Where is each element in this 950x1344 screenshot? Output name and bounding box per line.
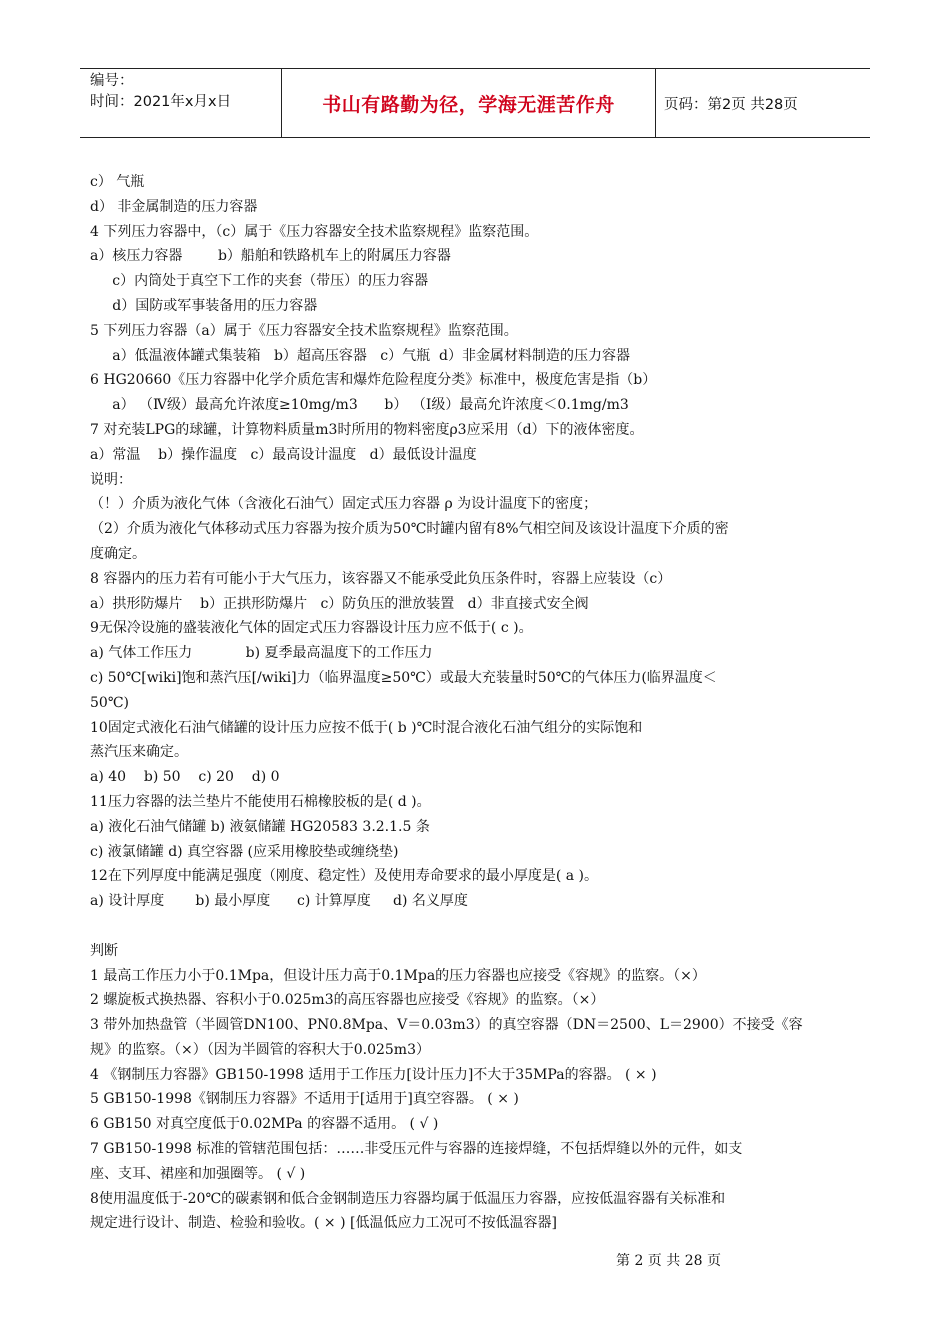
text-line: 5 GB150-1998《钢制压力容器》不适用于[适用于]真空容器。 ( × ) [90,1091,519,1108]
text-line: 4 《钢制压力容器》GB150-1998 适用于工作压力[设计压力]不大于35MPa的容器。 ( × ) [90,1066,657,1083]
document-number: 编号： [90,73,134,89]
header-meta [80,69,282,137]
text-line: c） 气瓶 [90,174,145,190]
text-line: 规定进行设计、制造、检验和验收。( × ) [低温低应力工况可不按低温容器] [90,1215,557,1232]
text-line: c) 50℃[wiki]饱和蒸汽压[/wiki]力（临界温度≥50℃）或最大充装量时50℃的气体压力(临界温度＜ [90,669,717,686]
text-line: 10固定式液化石油气储罐的设计压力应按不低于( b )℃时混合液化石油气组分的实际饱和 [90,719,643,736]
text-line: 9无保冷设施的盛装液化气体的固定式压力容器设计压力应不低于( c )。 [90,620,533,637]
text-line: 1 最高工作压力小于0.1Mpa，但设计压力高于0.1Mpa的压力容器也应接受《容规》的监察。（×） [90,967,706,984]
text-line: a）核压力容器 b）船舶和铁路机车上的附属压力容器 [90,248,451,265]
text-line: 规》的监察。（×）（因为半圆管的容积大于0.025m3） [90,1041,430,1058]
text-line: 12在下列厚度中能满足强度（刚度、稳定性）及使用寿命要求的最小厚度是( a )。 [90,868,598,885]
text-line: 8使用温度低于-20℃的碳素钢和低合金钢制造压力容器均属于低温压力容器，应按低温容器有关标准和 [90,1190,726,1207]
text-line: d）国防或军事装备用的压力容器 [90,297,318,314]
text-line [90,914,870,939]
text-line: 度确定。 [90,545,146,562]
text-line: 座、支耳、裙座和加强圈等。 ( √ ) [90,1165,306,1182]
text-line: a）常温 b）操作温度 c）最高设计温度 d）最低设计温度 [90,446,477,463]
page-footer: 第 2 页 共 28 页 [616,1253,721,1269]
text-line: 2 螺旋板式换热器、容积小于0.025m3的高压容器也应接受《容规》的监察。（×） [90,992,605,1009]
text-line: a) 液化石油气储罐 b) 液氨储罐 HG20583 3.2.1.5 条 [90,818,430,835]
text-line: a）低温液体罐式集装箱 b）超高压容器 c）气瓶 d）非金属材料制造的压力容器 [90,347,630,364]
text-line: 7 GB150-1998 标准的管辖范围包括：……非受压元件与容器的连接焊缝，不包括焊缝以外的元件，如支 [90,1141,743,1158]
text-line: c）内筒处于真空下工作的夹套（带压）的压力容器 [90,273,429,290]
text-line: a) 气体工作压力 b) 夏季最高温度下的工作压力 [90,645,433,662]
text-line: 3 带外加热盘管（半圆管DN100、PN0.8Mpa、V＝0.03m3）的真空容器（DN＝2500、L＝2900）不接受《容 [90,1017,803,1034]
page-header [80,68,870,138]
text-line: 判断 [90,942,118,959]
text-line: 4 下列压力容器中，（c）属于《压力容器安全技术监察规程》监察范围。 [90,223,539,240]
text-line: 蒸汽压来确定。 [90,744,188,761]
text-line: 7 对充装LPG的球罐，计算物料质量m3时所用的物料密度ρ3应采用（d）下的液体密度。 [90,421,644,438]
text-line: 6 GB150 对真空度低于0.02MPa 的容器不适用。 ( √ ) [90,1116,439,1133]
text-line: （！）介质为液化气体（含液化石油气）固定式压力容器 ρ 为设计温度下的密度； [90,496,598,513]
text-line: a）拱形防爆片 b）正拱形防爆片 c）防负压的泄放装置 d）非直接式安全阀 [90,595,589,612]
header-motto: 书山有路勤为径，学海无涯苦作舟 [282,69,656,137]
text-line: 6 HG20660《压力容器中化学介质危害和爆炸危险程度分类》标准中，极度危害是指（b） [90,372,657,389]
text-line: 说明： [90,471,132,488]
header-page-info: 页码：第2页 共28页 [664,96,798,113]
text-line: c) 液氯储罐 d) 真空容器 (应采用橡胶垫或缠绕垫) [90,843,399,860]
text-line: d） 非金属制造的压力容器 [90,198,258,215]
document-date: 时间：2021年x月x日 [90,94,232,110]
text-line: 8 容器内的压力若有可能小于大气压力，该容器又不能承受此负压条件时，容器上应装设（c） [90,570,672,587]
text-line: a） （Ⅳ级）最高允许浓度≥10mg/m3 b） （Ⅰ级）最高允许浓度＜0.1mg/m3 [90,397,629,414]
document-body [90,170,870,1236]
text-line: 50℃) [90,694,129,711]
text-line: a) 设计厚度 b) 最小厚度 c) 计算厚度 d) 名义厚度 [90,893,468,910]
text-line: 5 下列压力容器（a）属于《压力容器安全技术监察规程》监察范围。 [90,322,518,339]
text-line: 11压力容器的法兰垫片不能使用石棉橡胶板的是( d )。 [90,793,431,810]
text-line: a) 40 b) 50 c) 20 d) 0 [90,769,280,786]
text-line: （2）介质为液化气体移动式压力容器为按介质为50℃时罐内留有8%气相空间及该设计温度下介质的密 [90,521,729,538]
